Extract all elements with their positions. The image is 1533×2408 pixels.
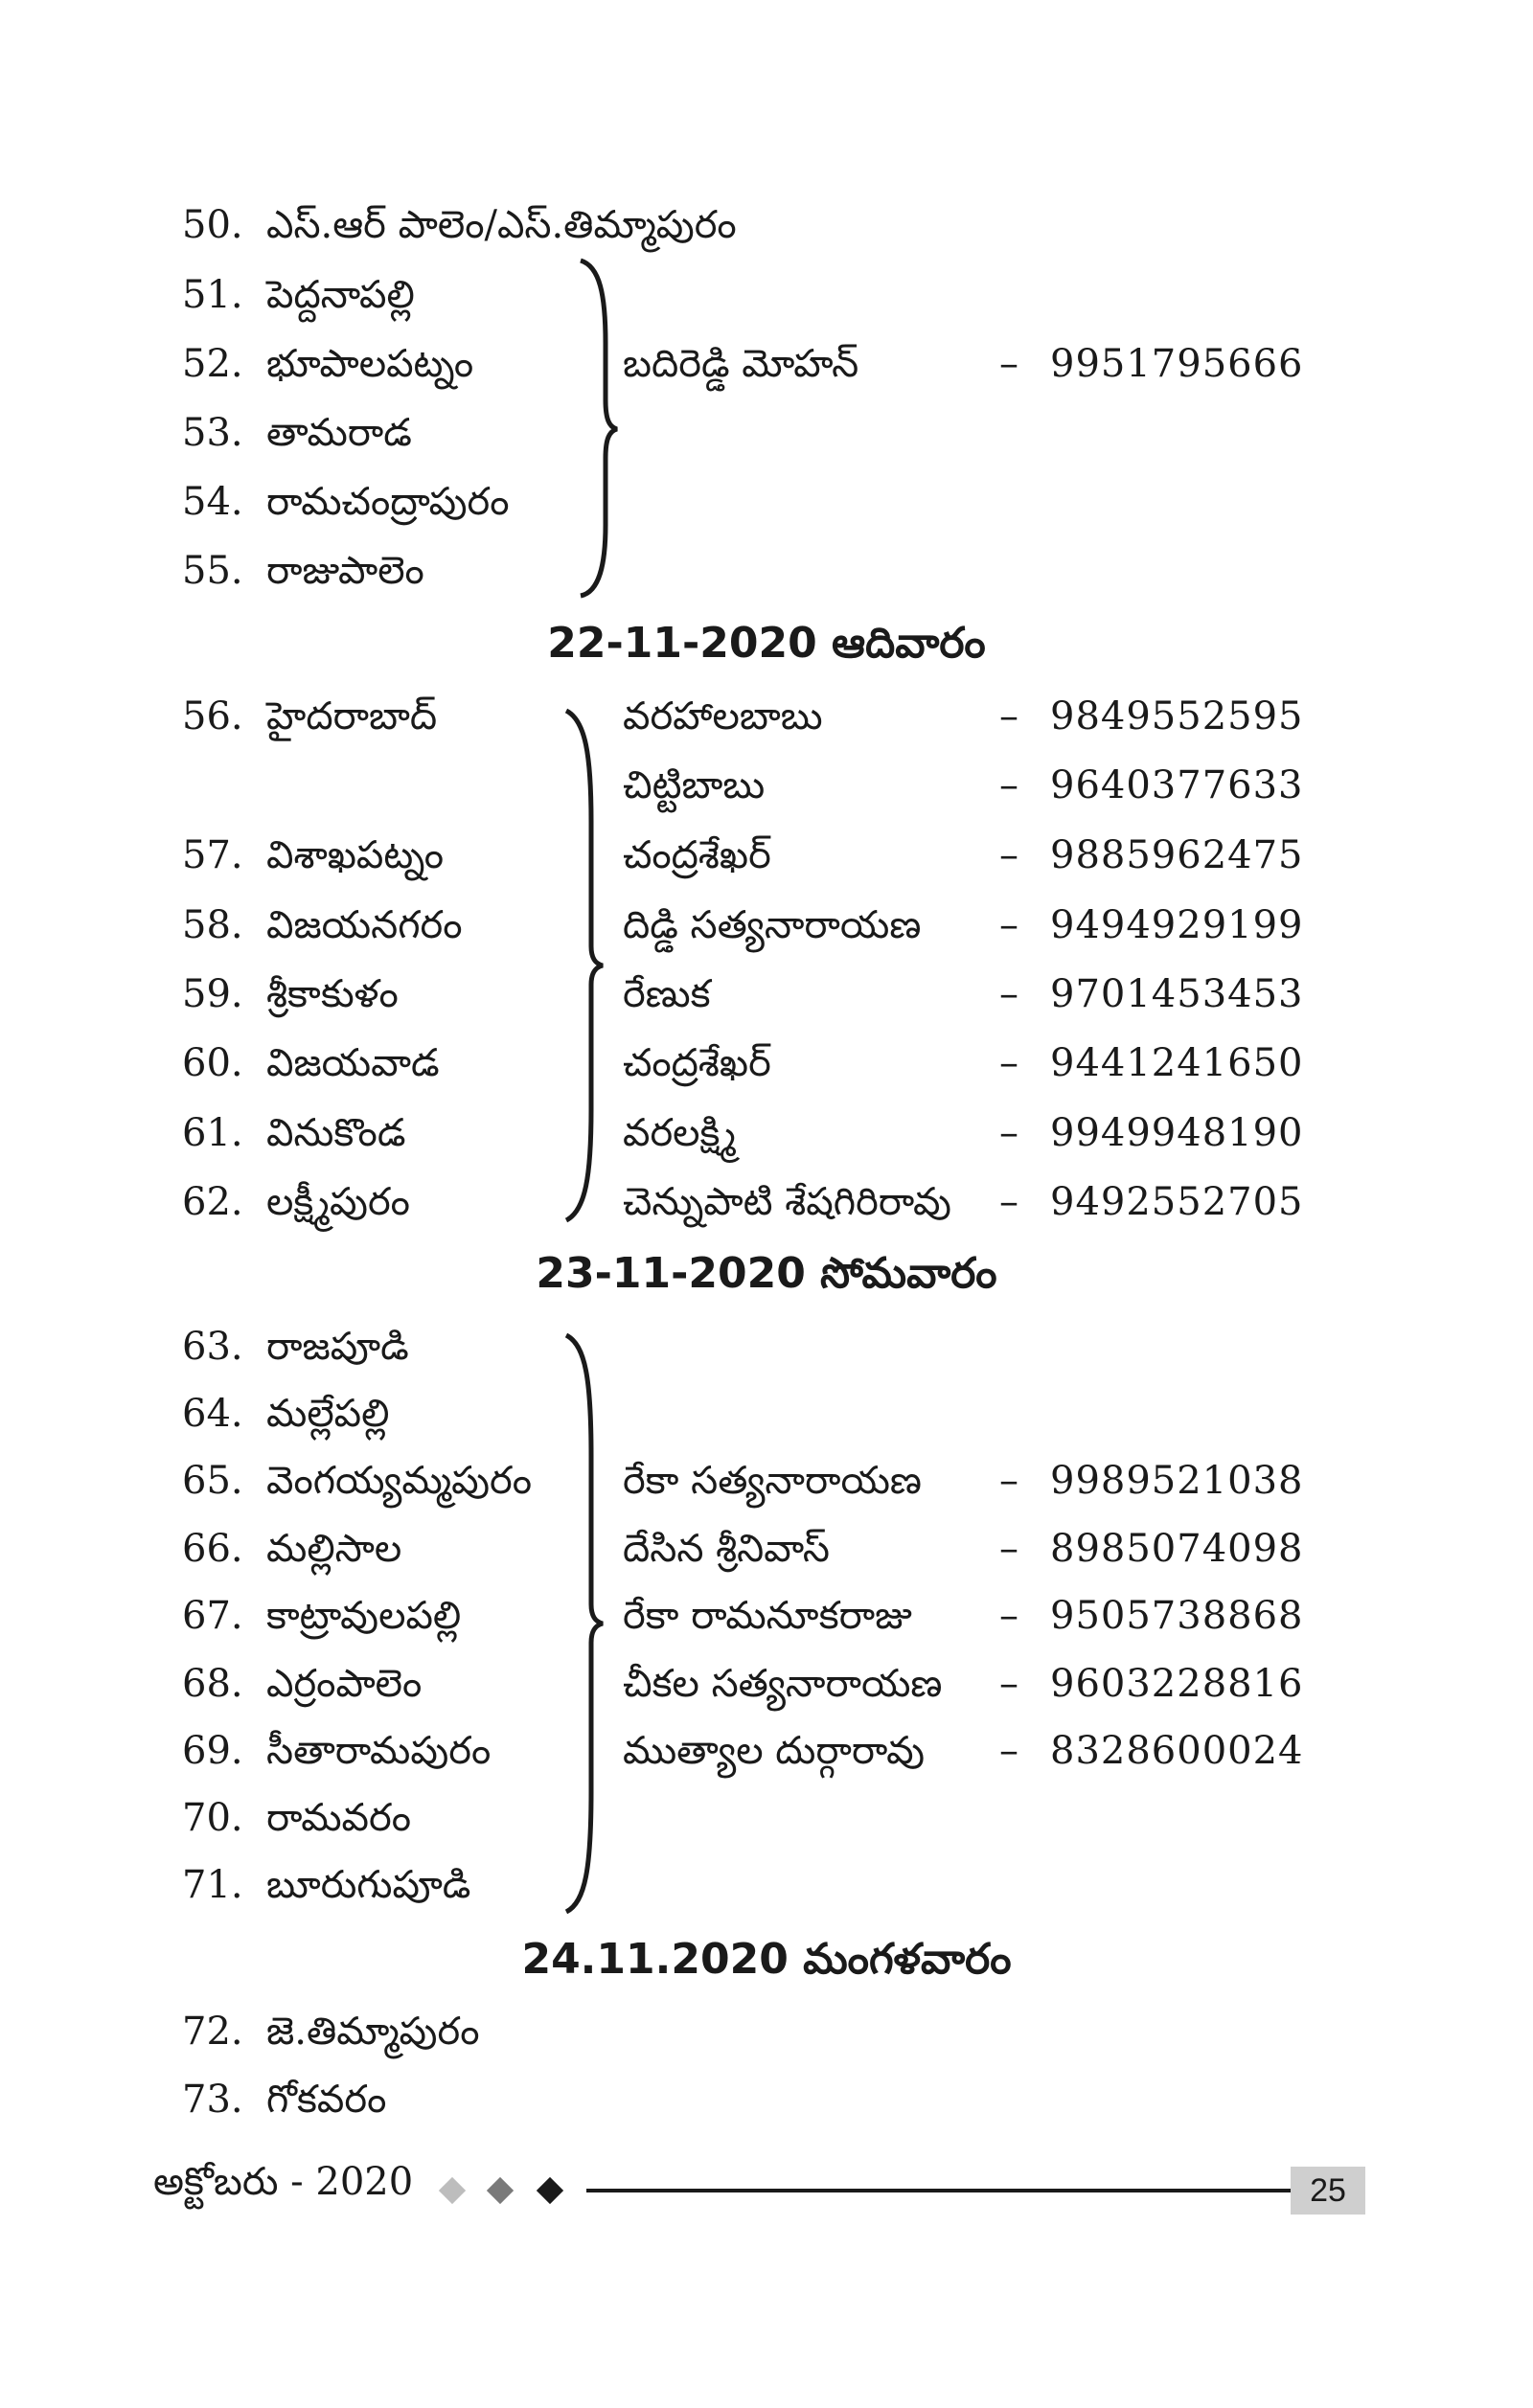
item-number: 65. (182, 1459, 243, 1503)
place-name: ఎస్.ఆర్ పాలెం/ఎస్.తిమ్మాపురం (266, 203, 737, 247)
phone-number: 9951795666 (1050, 342, 1304, 386)
separator-dash: – (999, 1527, 1018, 1571)
phone-number: 9603228816 (1050, 1662, 1304, 1706)
item-number: 56. (182, 694, 243, 738)
separator-dash: – (999, 1041, 1018, 1085)
place-name: హైదరాబాద్ (266, 694, 438, 738)
phone-number: 9885962475 (1050, 833, 1304, 877)
separator-dash: – (999, 903, 1018, 947)
item-number: 63. (182, 1325, 243, 1369)
item-number: 67. (182, 1594, 243, 1638)
item-number: 71. (182, 1863, 243, 1907)
curly-brace (573, 257, 621, 600)
diamond-icon (439, 2177, 466, 2204)
place-name: బూరుగుపూడి (266, 1863, 471, 1907)
curly-brace (561, 1331, 608, 1916)
phone-number: 8985074098 (1050, 1527, 1304, 1571)
place-name: విజయవాడ (266, 1041, 440, 1085)
place-name: విజయనగరం (266, 903, 463, 947)
phone-number: 9849552595 (1050, 694, 1304, 738)
place-name: కాట్రావులపల్లి (266, 1594, 462, 1638)
separator-dash: – (999, 1111, 1018, 1155)
item-number: 57. (182, 833, 243, 877)
contact-name: దేసిన శ్రీనివాస్ (623, 1527, 830, 1571)
phone-number: 9640377633 (1050, 763, 1304, 807)
contact-name: చెన్నుపాటి శేషగిరిరావు (623, 1180, 951, 1224)
place-name: రాజుపాలెం (266, 549, 424, 593)
item-number: 51. (182, 273, 243, 317)
curly-brace (561, 707, 608, 1224)
item-number: 53. (182, 411, 243, 455)
contact-name: వరహాలబాబు (623, 694, 823, 738)
footer-rule (586, 2189, 1291, 2192)
place-name: రాజపూడి (266, 1325, 409, 1369)
contact-name: చీకల సత్యనారాయణ (623, 1662, 943, 1706)
item-number: 58. (182, 903, 243, 947)
separator-dash: – (999, 342, 1018, 386)
place-name: జె.తిమ్మాపురం (266, 2010, 480, 2054)
contact-name: చంద్రశేఖర్ (623, 833, 771, 877)
place-name: సీతారామపురం (266, 1729, 492, 1773)
separator-dash: – (999, 763, 1018, 807)
place-name: వినుకొండ (266, 1111, 406, 1155)
date-heading: 23-11-2020 సోమవారం (536, 1249, 997, 1298)
item-number: 55. (182, 549, 243, 593)
item-number: 68. (182, 1662, 243, 1706)
place-name: తామరాడ (266, 411, 412, 455)
place-name: పెద్దనాపల్లి (266, 273, 415, 317)
phone-number: 9505738868 (1050, 1594, 1304, 1638)
separator-dash: – (999, 972, 1018, 1016)
contact-name: దిడ్డి సత్యనారాయణ (623, 903, 922, 947)
place-name: రామచంద్రాపురం (266, 480, 510, 524)
item-number: 64. (182, 1392, 243, 1436)
phone-number: 9494929199 (1050, 903, 1304, 947)
item-number: 73. (182, 2078, 243, 2122)
item-number: 62. (182, 1180, 243, 1224)
separator-dash: – (999, 694, 1018, 738)
contact-name: ముత్యాల దుర్గారావు (623, 1729, 925, 1773)
separator-dash: – (999, 1662, 1018, 1706)
item-number: 69. (182, 1729, 243, 1773)
contact-name: రేణుక (623, 972, 711, 1016)
place-name: ఎర్రంపాలెం (266, 1662, 423, 1706)
place-name: మల్లేపల్లి (266, 1392, 390, 1436)
phone-number: 9492552705 (1050, 1180, 1304, 1224)
page-number: 25 (1291, 2167, 1365, 2215)
item-number: 54. (182, 480, 243, 524)
contact-name: చంద్రశేఖర్ (623, 1041, 771, 1085)
phone-number: 9989521038 (1050, 1459, 1304, 1503)
item-number: 50. (182, 203, 243, 247)
phone-number: 9701453453 (1050, 972, 1304, 1016)
place-name: రామవరం (266, 1796, 411, 1840)
contact-name: రేకా రామనూకరాజు (623, 1594, 912, 1638)
phone-number: 9949948190 (1050, 1111, 1304, 1155)
phone-number: 9441241650 (1050, 1041, 1304, 1085)
contact-name: రేకా సత్యనారాయణ (623, 1459, 922, 1503)
place-name: విశాఖపట్నం (266, 833, 444, 877)
place-name: భూపాలపట్నం (266, 342, 474, 386)
item-number: 72. (182, 2010, 243, 2054)
phone-number: 8328600024 (1050, 1729, 1304, 1773)
place-name: మల్లిసాల (266, 1527, 402, 1571)
contact-name: వరలక్ష్మి (623, 1111, 737, 1155)
item-number: 59. (182, 972, 243, 1016)
contact-name: బదిరెడ్డి మోహన్ (623, 342, 859, 386)
separator-dash: – (999, 1459, 1018, 1503)
date-heading: 22-11-2020 ఆదివారం (547, 619, 986, 668)
item-number: 60. (182, 1041, 243, 1085)
separator-dash: – (999, 833, 1018, 877)
place-name: లక్ష్మీపురం (266, 1180, 410, 1224)
place-name: గోకవరం (266, 2078, 387, 2122)
separator-dash: – (999, 1594, 1018, 1638)
date-heading: 24.11.2020 మంగళవారం (521, 1935, 1012, 1984)
place-name: వెంగయ్యమ్మపురం (266, 1459, 532, 1503)
diamond-icon (487, 2177, 514, 2204)
separator-dash: – (999, 1180, 1018, 1224)
issue-label: అక్టోబరు - 2020 (153, 2160, 414, 2204)
contact-name: చిట్టిబాబు (623, 763, 766, 807)
diamond-icon (537, 2177, 563, 2204)
item-number: 52. (182, 342, 243, 386)
item-number: 61. (182, 1111, 243, 1155)
place-name: శ్రీకాకుళం (266, 972, 399, 1016)
item-number: 66. (182, 1527, 243, 1571)
separator-dash: – (999, 1729, 1018, 1773)
item-number: 70. (182, 1796, 243, 1840)
